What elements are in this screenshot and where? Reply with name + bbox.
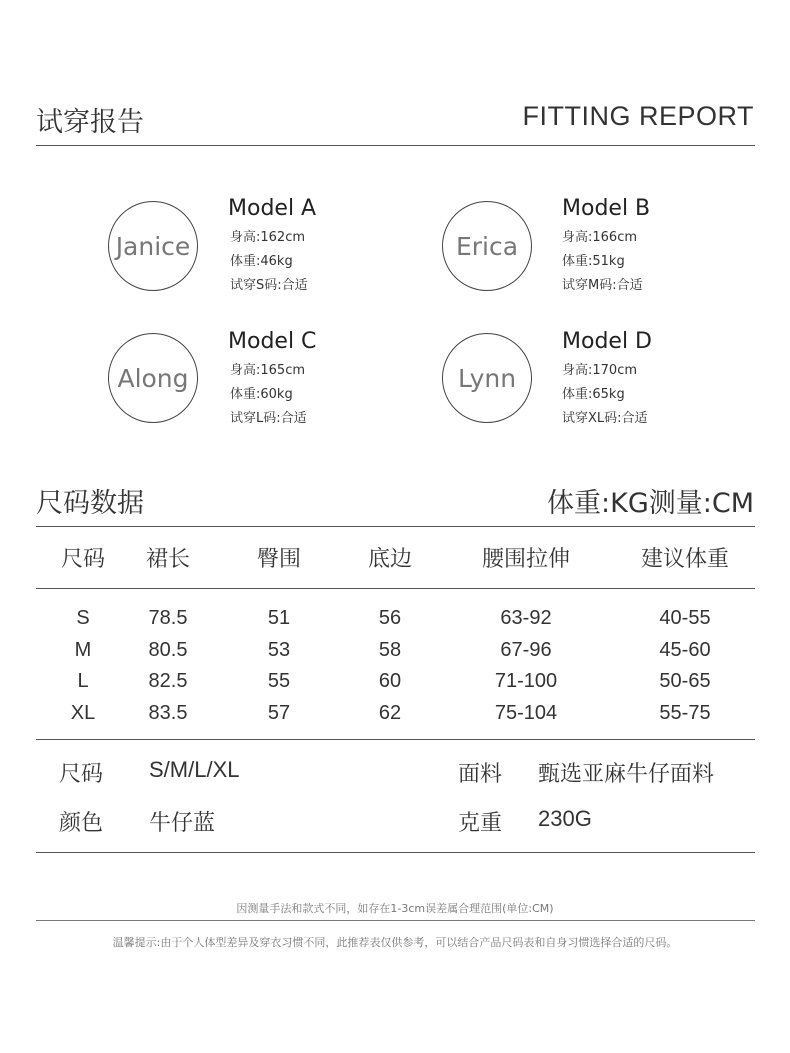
- table-cell: 75-104: [494, 702, 558, 724]
- table-cell: 58: [378, 639, 402, 661]
- size-spec-value: S/M/L/XL: [149, 757, 240, 782]
- column-header: 腰围拉伸: [481, 547, 570, 572]
- model-details: [230, 226, 308, 298]
- model-label: Model B: [562, 196, 651, 221]
- measurement-note: 因测量手法和款式不同，如存在1-3cm误差属合理范围(单位:CM): [236, 902, 554, 915]
- model-avatar-circle: [442, 333, 532, 423]
- model-circle-name: Janice: [115, 231, 191, 261]
- size-section-units: 体重:KG测量:CM: [547, 488, 754, 519]
- table-cell: M: [74, 639, 92, 661]
- table-cell: 83.5: [148, 702, 188, 724]
- model-details: [230, 359, 307, 431]
- gsm-spec-label: 克重: [458, 811, 503, 836]
- model-label: Model C: [228, 329, 317, 354]
- model-fit: 试穿XL码:合适: [562, 411, 648, 426]
- color-spec-value: 牛仔蓝: [149, 811, 216, 836]
- table-cell: 53: [267, 639, 291, 661]
- table-cell: 71-100: [494, 670, 558, 692]
- model-avatar-circle: [108, 333, 198, 423]
- fabric-spec-label: 面料: [458, 762, 503, 787]
- size-section-divider: [36, 526, 755, 527]
- table-cell: L: [77, 670, 89, 692]
- table-cell: 56: [378, 607, 402, 629]
- column-header: 底边: [367, 547, 412, 572]
- model-fit: 试穿M码:合适: [562, 278, 643, 293]
- table-cell: 67-96: [500, 639, 552, 661]
- column-header: 尺码: [60, 547, 105, 572]
- table-cell: 82.5: [148, 670, 188, 692]
- table-cell: 51: [267, 607, 291, 629]
- model-height: 身高:166cm: [562, 230, 638, 245]
- model-details: [562, 226, 643, 298]
- model-avatar-circle: [442, 201, 532, 291]
- notes-divider: [36, 920, 755, 921]
- model-weight: 体重:51kg: [562, 254, 625, 269]
- model-avatar-circle: [108, 201, 198, 291]
- model-label: Model A: [228, 196, 317, 221]
- table-cell: 40-55: [659, 607, 711, 629]
- model-fit: 试穿S码:合适: [230, 278, 308, 293]
- column-header: 建议体重: [640, 547, 729, 572]
- specs-bottom-divider: [36, 852, 755, 853]
- column-header: 臀围: [256, 547, 301, 572]
- model-height: 身高:162cm: [230, 230, 306, 245]
- table-cell: 78.5: [148, 607, 188, 629]
- model-fit: 试穿L码:合适: [230, 411, 307, 426]
- model-weight: 体重:60kg: [230, 387, 293, 402]
- model-label: Model D: [562, 329, 652, 354]
- model-circle-name: Along: [117, 363, 189, 393]
- header-divider: [36, 145, 755, 146]
- report-title-cn: 试穿报告: [36, 107, 144, 138]
- size-spec-label: 尺码: [59, 762, 104, 787]
- column-header: 裙长: [145, 547, 190, 572]
- table-bottom-divider: [36, 739, 755, 740]
- report-title-en: FITTING REPORT: [522, 101, 754, 131]
- table-header-divider: [36, 588, 755, 589]
- model-details: [562, 359, 648, 431]
- sizing-tip: 温馨提示:由于个人体型差异及穿衣习惯不同，此推荐表仅供参考，可以结合产品尺码表和自身习惯选择合适的尺码。: [112, 936, 678, 949]
- model-weight: 体重:46kg: [230, 254, 293, 269]
- table-cell: 60: [378, 670, 402, 692]
- table-cell: 80.5: [148, 639, 188, 661]
- table-cell: 50-65: [659, 670, 711, 692]
- model-weight: 体重:65kg: [562, 387, 625, 402]
- table-cell: 57: [267, 702, 291, 724]
- table-cell: 55-75: [659, 702, 711, 724]
- table-cell: 45-60: [659, 639, 711, 661]
- size-section-title: 尺码数据: [36, 488, 144, 519]
- table-cell: XL: [70, 702, 96, 724]
- table-cell: 55: [267, 670, 291, 692]
- model-circle-name: Lynn: [457, 363, 517, 393]
- table-cell: 63-92: [500, 607, 552, 629]
- model-height: 身高:170cm: [562, 363, 638, 378]
- table-cell: 62: [378, 702, 402, 724]
- gsm-spec-value: 230G: [538, 806, 592, 831]
- model-height: 身高:165cm: [230, 363, 306, 378]
- color-spec-label: 颜色: [59, 811, 104, 836]
- table-cell: S: [76, 607, 90, 629]
- fabric-spec-value: 甄选亚麻牛仔面料: [538, 762, 715, 787]
- model-circle-name: Erica: [455, 231, 519, 261]
